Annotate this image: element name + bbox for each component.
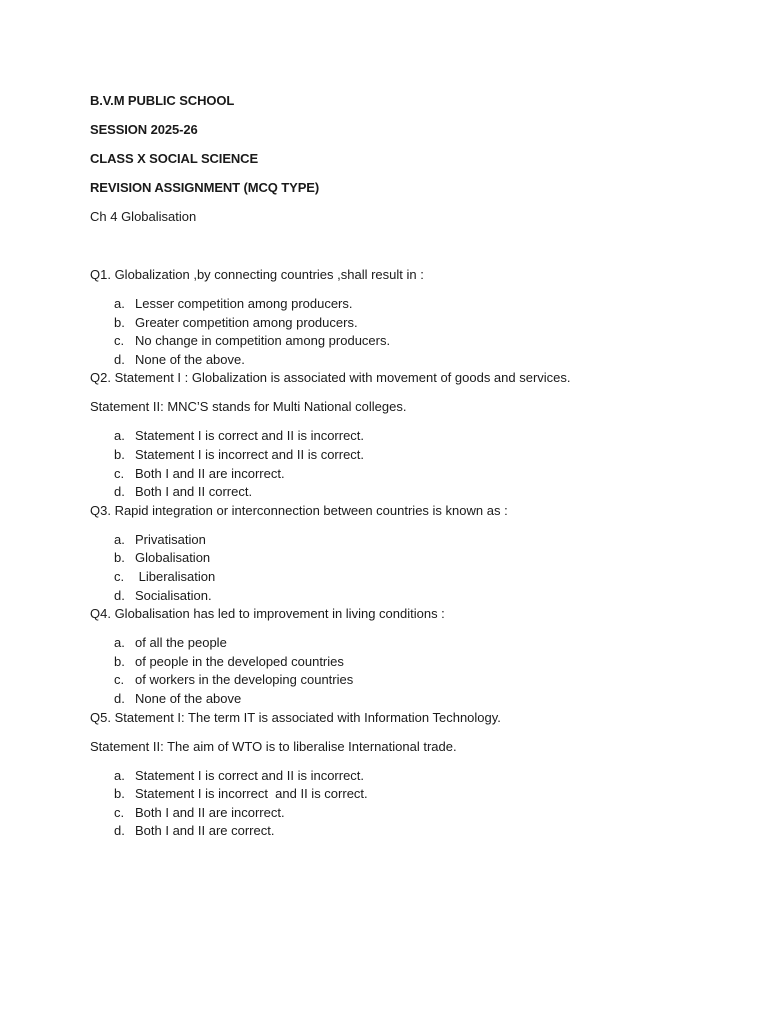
- option-item: [114, 787, 710, 806]
- option-item: [114, 485, 710, 504]
- option-item: [114, 334, 710, 353]
- option-marker: a.: [114, 531, 125, 547]
- option-marker: c.: [114, 568, 125, 584]
- option-text: of all the people: [135, 635, 227, 651]
- option-text: None of the above.: [135, 351, 245, 367]
- option-marker: b.: [114, 446, 125, 462]
- option-marker: b.: [114, 550, 125, 566]
- option-item: [114, 467, 710, 486]
- option-text: Both I and II are incorrect.: [135, 804, 285, 820]
- option-text: of workers in the developing countries: [135, 672, 354, 688]
- question-5-statement-2: Statement II: The aim of WTO is to liberalise International trade.: [90, 738, 457, 754]
- option-item: [114, 551, 710, 570]
- option-item: [114, 570, 710, 589]
- option-text: None of the above: [135, 690, 242, 706]
- option-text: Statement I is correct and II is incorrect.: [135, 428, 365, 444]
- question-2: Q2. Statement I : Globalization is associated with movement of goods and services.: [90, 370, 571, 386]
- option-marker: c.: [114, 333, 125, 349]
- option-item: [114, 448, 710, 467]
- option-text: Globalisation: [135, 550, 211, 566]
- option-marker: c.: [114, 672, 125, 688]
- option-text: No change in competition among producers.: [135, 333, 391, 349]
- session-label: SESSION 2025-26: [90, 122, 198, 137]
- option-item: [114, 353, 710, 372]
- option-item: [114, 316, 710, 335]
- option-marker: b.: [114, 314, 125, 330]
- option-item: [114, 769, 710, 788]
- option-item: [114, 533, 710, 552]
- option-item: [114, 429, 710, 448]
- chapter-title: Ch 4 Globalisation: [90, 209, 197, 224]
- option-text: Both I and II are correct.: [135, 823, 275, 839]
- question-3: Q3. Rapid integration or interconnection between countries is known as :: [90, 502, 508, 518]
- question-4: Q4. Globalisation has led to improvement in living conditions :: [90, 606, 445, 622]
- option-item: [114, 589, 710, 608]
- option-item: [114, 692, 710, 711]
- option-text: Liberalisation: [135, 568, 216, 584]
- option-marker: d.: [114, 823, 125, 839]
- option-text: Lesser competition among producers.: [135, 296, 353, 311]
- question-1: Q1. Globalization ,by connecting countries ,shall result in :: [90, 267, 424, 282]
- option-text: Both I and II are incorrect.: [135, 465, 285, 481]
- option-marker: d.: [114, 484, 125, 500]
- question-2-statement-2: Statement II: MNC’S stands for Multi National colleges.: [90, 399, 407, 415]
- question-5: Q5. Statement I: The term IT is associated with Information Technology.: [90, 709, 501, 725]
- option-marker: b.: [114, 786, 125, 802]
- option-marker: a.: [114, 767, 125, 783]
- option-text: Greater competition among producers.: [135, 314, 358, 330]
- question-4-options: [90, 636, 710, 710]
- option-text: Privatisation: [135, 531, 206, 547]
- option-marker: d.: [114, 587, 125, 603]
- option-text: Statement I is incorrect and II is correct.: [135, 786, 368, 802]
- class-label: CLASS X SOCIAL SCIENCE: [90, 151, 259, 166]
- option-text: Statement I is correct and II is incorrect.: [135, 767, 365, 783]
- option-item: [114, 806, 710, 825]
- option-item: [114, 673, 710, 692]
- option-marker: d.: [114, 690, 125, 706]
- school-name: B.V.M PUBLIC SCHOOL: [90, 93, 235, 108]
- question-5-options: [90, 769, 710, 843]
- option-item: [114, 297, 710, 316]
- option-marker: c.: [114, 804, 125, 820]
- assignment-title: REVISION ASSIGNMENT (MCQ TYPE): [90, 180, 320, 195]
- option-marker: c.: [114, 465, 125, 481]
- question-1-options: [90, 297, 710, 371]
- option-text: of people in the developed countries: [135, 653, 344, 669]
- blank-line: [90, 239, 710, 268]
- option-marker: b.: [114, 653, 125, 669]
- option-text: Statement I is incorrect and II is correct.: [135, 446, 365, 462]
- option-marker: a.: [114, 635, 125, 651]
- assignment-body: [90, 94, 710, 843]
- option-text: Both I and II correct.: [135, 484, 253, 500]
- option-marker: a.: [114, 296, 125, 311]
- question-3-options: [90, 533, 710, 607]
- option-marker: d.: [114, 351, 125, 367]
- question-2-options: [90, 429, 710, 503]
- option-item: [114, 824, 710, 843]
- option-item: [114, 636, 710, 655]
- option-marker: a.: [114, 428, 125, 444]
- option-text: Socialisation.: [135, 587, 212, 603]
- option-item: [114, 655, 710, 674]
